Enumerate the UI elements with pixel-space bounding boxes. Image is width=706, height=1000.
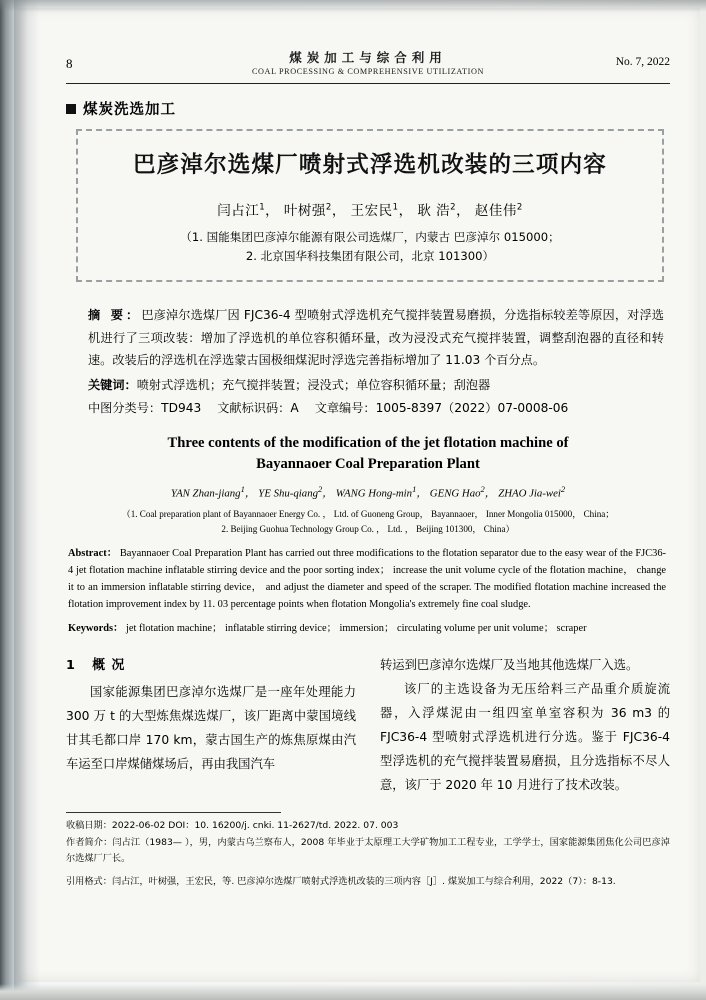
keywords-cn-text: 喷射式浮选机；充气搅拌装置；浸没式；单位容积循环量；刮泡器 bbox=[136, 377, 491, 392]
scan-bottom-edge bbox=[0, 984, 706, 1000]
affiliation-cn bbox=[88, 228, 652, 266]
section-heading-label: 概 况 bbox=[92, 658, 126, 674]
issue-label: No. 7, 2022 bbox=[615, 56, 670, 68]
page-number: 8 bbox=[66, 56, 73, 71]
article-id-value: 1005-8397（2022）07-0008-06 bbox=[375, 400, 569, 415]
clc-value: TD943 bbox=[161, 400, 202, 415]
footnote-citation bbox=[66, 874, 670, 890]
abstract-cn bbox=[66, 304, 670, 372]
journal-title-block bbox=[66, 46, 670, 76]
square-bullet-icon bbox=[66, 104, 76, 114]
affiliation-cn-line1: （1. 国能集团巴彦淖尔能源有限公司选煤厂，内蒙古 巴彦淖尔 015000； bbox=[180, 230, 560, 244]
affiliation-en bbox=[66, 507, 670, 536]
footnote-divider bbox=[66, 812, 281, 813]
abstract-cn-text: 巴彦淖尔选煤厂因 FJC36-4 型喷射式浮选机充气搅拌装置易磨损，分选指标较差等原因，对浮选机进行了三项改装：增加了浮选机的单位容积循环量，改为浸没式充气搅拌装置，调整刮泡器的直径和转速。改装后的浮选机在浮选蒙古国极细煤泥时浮选完善指标增加了 11.03 个百分点。 bbox=[88, 308, 664, 368]
affiliation-cn-line2: 2. 北京国华科技集团有限公司，北京 101300） bbox=[245, 249, 495, 264]
title-box bbox=[76, 129, 664, 282]
section-category bbox=[66, 98, 670, 119]
keywords-en-label: Keywords： bbox=[68, 623, 124, 635]
section-category-label: 煤炭洗选加工 bbox=[83, 102, 176, 118]
journal-title-en: COAL PROCESSING & COMPREHENSIVE UTILIZATION bbox=[251, 67, 484, 76]
paper-sheet bbox=[18, 8, 700, 982]
keywords-en-text: jet flotation machine； inflatable stirring device； immersion； circulating volume per unit volume； scraper bbox=[126, 623, 587, 635]
page-title: 巴彦淖尔选煤厂喷射式浮选机改装的三项内容 bbox=[132, 152, 607, 178]
journal-title-cn: 煤炭加工与综合利用 bbox=[289, 50, 447, 65]
footnote-bio-label: 作者简介： bbox=[66, 837, 113, 849]
keywords-cn bbox=[66, 374, 670, 397]
affiliation-en-line1: （1. Coal preparation plant of Bayannaoer Energy Co. ， Ltd. of Guoneng Group， Bayannaoer， Inner Mongolia 015000， China； bbox=[121, 508, 615, 519]
abstract-en bbox=[66, 546, 670, 613]
footnote-cite-label: 引用格式： bbox=[66, 875, 112, 887]
footnotes bbox=[66, 818, 670, 889]
title-en-line2: Bayannaoer Coal Preparation Plant bbox=[256, 456, 480, 473]
body-column-right bbox=[380, 654, 670, 798]
abstract-en-label: Abstract： bbox=[68, 548, 118, 560]
doc-code-value: A bbox=[290, 400, 299, 415]
body-columns bbox=[66, 654, 670, 798]
masthead bbox=[66, 46, 670, 80]
title-en bbox=[66, 433, 670, 475]
footnote-bio-text: 闫占江（1983— ），男，内蒙古乌兰察布人，2008 年毕业于太原理工大学矿物加工工程专业，工学学士，国家能源集团焦化公司巴彦淖尔选煤厂厂长。 bbox=[66, 837, 670, 865]
article-id-label: 文章编号： bbox=[314, 400, 376, 415]
footnote-received: 收稿日期：2022-06-02 DOI：10. 16200/j. cnki. 11-2627/td. 2022. 07. 003 bbox=[66, 820, 399, 832]
paragraph: 转运到巴彦淖尔选煤厂及当地其他选煤厂入选。 bbox=[380, 658, 639, 673]
abstract-cn-label: 摘 要： bbox=[88, 308, 142, 323]
footnote-cite-text: 闫占江，叶树强，王宏民，等. 巴彦淖尔选煤厂喷射式浮选机改装的三项内容［J］. 煤炭加工与综合利用，2022（7）：8-13. bbox=[111, 875, 616, 887]
affiliation-en-line2: 2. Beijing Guohua Technology Group Co. ， Ltd. ， Beijing 101300， China） bbox=[221, 523, 515, 534]
abstract-en-text: Bayannaoer Coal Preparation Plant has carried out three modifications to the flotation separator due to the easy wear of the FJC36-4 jet flotation machine inflatable stirring device and the poor sorting index； increase the unit volume cycle of the flotation machine， change it to an immersion inflatable stirring device， and adjust the diameter and speed of the scraper. The modified flotation machine increased the flotation improvement index by 11. 03 percentage points when flotation Mongolia's extremely fine coal sludge. bbox=[68, 548, 666, 610]
section-heading bbox=[66, 654, 356, 679]
classification-line bbox=[66, 397, 670, 420]
header-divider bbox=[66, 83, 670, 84]
footnote-author-bio bbox=[66, 835, 670, 867]
keywords-cn-label: 关键词： bbox=[88, 377, 137, 392]
paragraph: 国家能源集团巴彦淖尔选煤厂是一座年处理能力 300 万 t 的大型炼焦煤选煤厂，该厂距离中蒙国境线甘其毛都口岸 170 km，蒙古国生产的炼焦原煤由汽车运至口岸煤储煤场后，再由我国汽车 bbox=[66, 685, 356, 772]
authors-cn: 闫占江$^1$， 叶树强$^2$， 王宏民$^1$， 耿 浩$^2$， 赵佳伟$^2$ bbox=[217, 202, 523, 219]
body-column-left bbox=[66, 654, 356, 798]
page-content bbox=[66, 46, 670, 891]
paragraph: 该厂的主选设备为无压给料三产品重介质旋流器，入浮煤泥由一组四室单室容积为 36 m3 的 FJC36-4 型喷射式浮选机进行分选。鉴于 FJC36-4 型浮选机的充气搅拌装置易磨损，且分选指标不尽人意，该厂于 2020 年 10 月进行了技术改装。 bbox=[380, 682, 670, 793]
title-en-line1: Three contents of the modification of the jet flotation machine of bbox=[167, 435, 569, 452]
clc-label: 中图分类号： bbox=[88, 400, 162, 415]
authors-en: YAN Zhan-jiang$^1$， YE Shu-qiang$^2$， WANG Hong-$\min^1$， GENG Hao$^2$， ZHAO Jia-wei$^2$ bbox=[170, 484, 566, 500]
keywords-en bbox=[66, 619, 670, 634]
scan-left-edge bbox=[0, 0, 14, 1000]
doc-code-label: 文献标识码： bbox=[217, 400, 291, 415]
section-number: 1 bbox=[66, 658, 76, 674]
